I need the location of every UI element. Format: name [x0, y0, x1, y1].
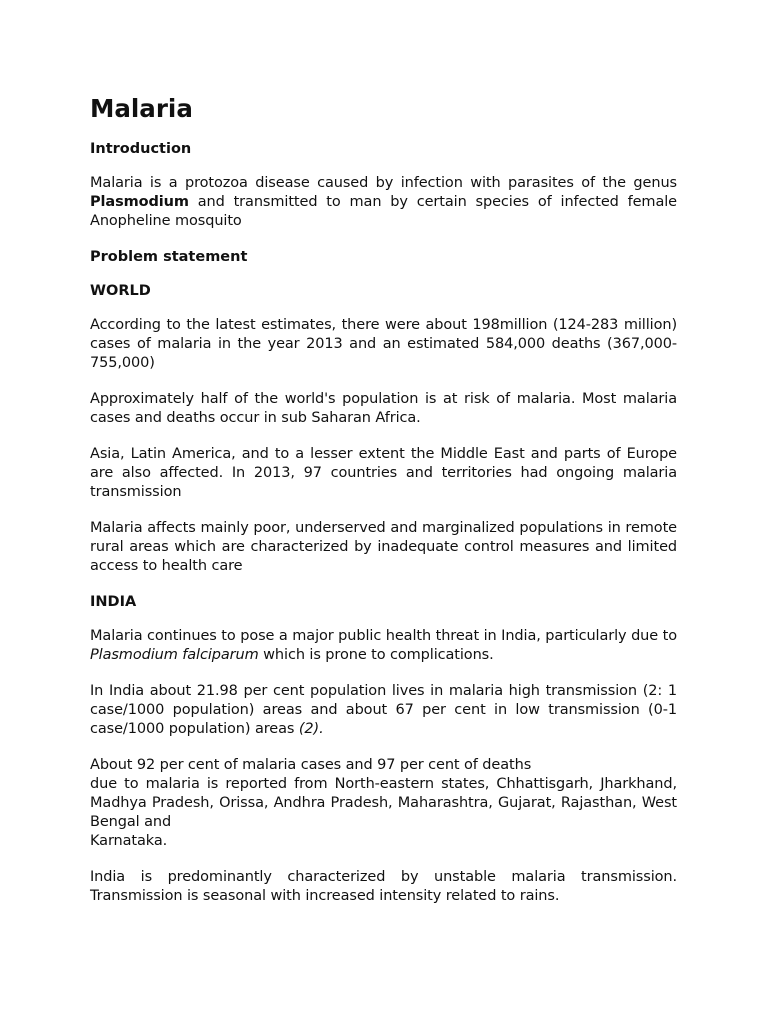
india-p1-text-2: which is prone to complications.: [258, 647, 494, 663]
india-p3-line-2: due to malaria is reported from North-eastern states, Chhattisgarh, Jharkhand, Madhya Pradesh, Orissa, Andhra Pradesh, Maharashtra, Gujarat, Rajasthan, West Bengal and: [90, 776, 677, 830]
india-p3-line-3: Karnataka.: [90, 833, 168, 849]
india-heading: INDIA: [90, 594, 137, 610]
problem-statement-heading: Problem statement: [90, 249, 248, 265]
india-paragraph-threat: [90, 627, 677, 665]
introduction-paragraph: [90, 174, 677, 231]
india-p1-text-1: Malaria continues to pose a major public health threat in India, particularly due to: [90, 628, 677, 644]
world-paragraph-risk: Approximately half of the world's population is at risk of malaria. Most malaria cases and deaths occur in sub Saharan Africa.: [90, 391, 677, 426]
world-paragraph-regions: Asia, Latin America, and to a lesser extent the Middle East and parts of Europe are also affected. In 2013, 97 countries and territories had ongoing malaria transmission: [90, 446, 677, 500]
india-paragraph-transmission-areas: [90, 682, 677, 739]
document-page: [90, 94, 677, 923]
introduction-heading: Introduction: [90, 141, 192, 157]
india-p2-citation: (2).: [298, 721, 324, 737]
intro-text-1: Malaria is a protozoa disease caused by infection with parasites of the genus: [90, 175, 677, 191]
world-paragraph-populations: Malaria affects mainly poor, underserved and marginalized populations in remote rural areas which are characterized by inadequate control measures and limited access to health care: [90, 520, 677, 574]
world-paragraph-estimates: According to the latest estimates, there were about 198million (124-283 million) cases of malaria in the year 2013 and an estimated 584,000 deaths (367,000-755,000): [90, 317, 677, 371]
india-p3-line-1: About 92 per cent of malaria cases and 97 per cent of deaths: [90, 757, 532, 773]
world-heading: WORLD: [90, 283, 151, 299]
page-title: Malaria: [90, 94, 193, 123]
india-paragraph-states: [90, 756, 677, 851]
india-p1-species: Plasmodium falciparum: [90, 647, 259, 663]
intro-text-2: and transmitted to man by certain species of infected female Anopheline mosquito: [90, 194, 677, 229]
india-p2-text: In India about 21.98 per cent population lives in malaria high transmission (2: 1 case/1000 population) areas and about 67 per cent in low transmission (0-1 case/1000 population) areas: [90, 683, 677, 737]
india-paragraph-seasonal: India is predominantly characterized by unstable malaria transmission. Transmission is seasonal with increased intensity related to rains.: [90, 869, 677, 904]
intro-genus-bold: Plasmodium: [90, 194, 189, 210]
